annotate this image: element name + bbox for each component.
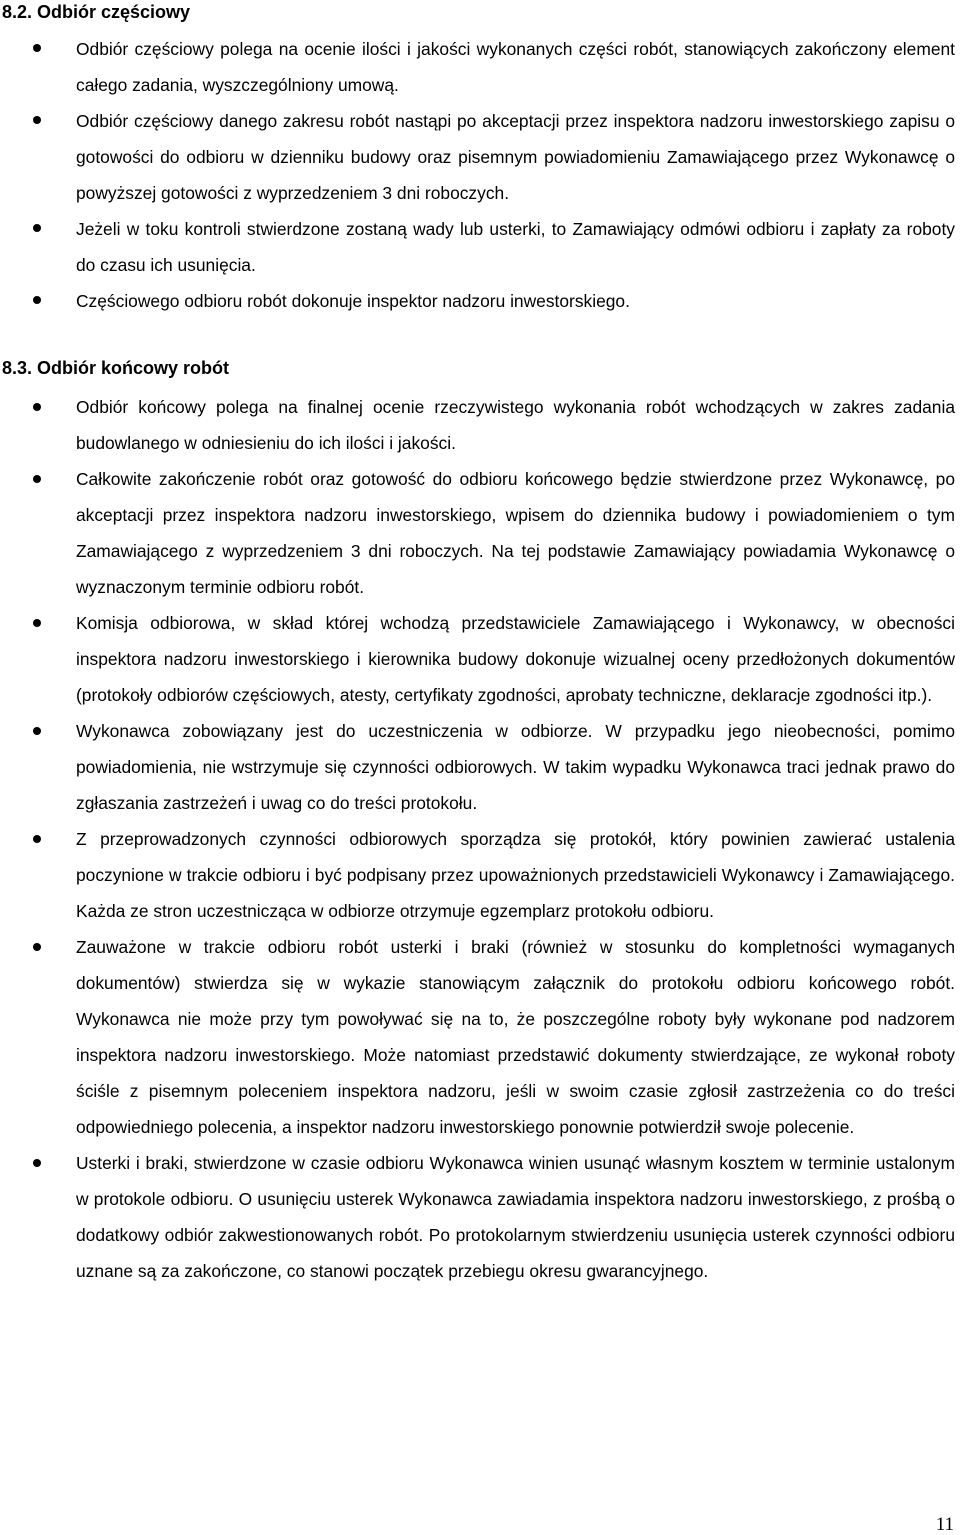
bullet-icon bbox=[33, 1159, 41, 1167]
bullet-icon bbox=[33, 403, 41, 411]
bullet-icon bbox=[33, 116, 41, 124]
list-item bbox=[0, 211, 955, 283]
list-item-text: Odbiór końcowy polega na finalnej ocenie rzeczywistego wykonania robót wchodzących w zakres zadania budowlanego w odniesieniu do ich ilości i jakości. bbox=[76, 397, 955, 453]
list-item-text: Wykonawca zobowiązany jest do uczestniczenia w odbiorze. W przypadku jego nieobecności, pomimo powiadomienia, nie wstrzymuje się czynności odbiorowych. W takim wypadku Wykonawca traci jednak prawo do zgłaszania zastrzeżeń i uwag co do treści protokołu. bbox=[76, 721, 955, 813]
list-item-text: Komisja odbiorowa, w skład której wchodzą przedstawiciele Zamawiającego i Wykonawcy, w obecności inspektora nadzoru inwestorskiego i kierownika budowy dokonuje wizualnej oceny przedłożonych dokumentów (protokoły odbiorów częściowych, atesty, certyfikaty zgodności, aprobaty techniczne, deklaracje zgodności itp.). bbox=[76, 613, 955, 705]
list-item-text: Częściowego odbioru robót dokonuje inspektor nadzoru inwestorskiego. bbox=[76, 291, 630, 311]
list-item-text: Zauważone w trakcie odbioru robót usterki i braki (również w stosunku do kompletności wymaganych dokumentów) stwierdza się w wykazie stanowiącym załącznik do protokołu odbioru końcowego robót. Wykonawca nie może przy tym powoływać się na to, że poszczególne roboty były wykonane pod nadzorem inspektora nadzoru inwestorskiego. Może natomiast przedstawić dokumenty stwierdzające, ze wykonał roboty ściśle z pisemnym poleceniem inspektora nadzoru, jeśli w swoim czasie zgłosił zastrzeżenia co do treści odpowiedniego polecenia, a inspektor nadzoru inwestorskiego ponownie potwierdził swoje polecenie. bbox=[76, 937, 955, 1137]
bullet-icon bbox=[33, 44, 41, 52]
section-8-3-list bbox=[0, 389, 960, 1289]
page-number: 11 bbox=[935, 1514, 954, 1535]
bullet-icon bbox=[33, 296, 41, 304]
list-item-text: Z przeprowadzonych czynności odbiorowych sporządza się protokół, który powinien zawierać ustalenia poczynione w trakcie odbioru i być podpisany przez upoważnionych przedstawicieli Wykonawcy i Zamawiającego. Każda ze stron uczestnicząca w odbiorze otrzymuje egzemplarz protokołu odbioru. bbox=[76, 829, 955, 921]
list-item-text: Jeżeli w toku kontroli stwierdzone zostaną wady lub usterki, to Zamawiający odmówi odbioru i zapłaty za roboty do czasu ich usunięcia. bbox=[76, 219, 955, 275]
list-item bbox=[0, 389, 955, 461]
list-item bbox=[0, 605, 955, 713]
bullet-icon bbox=[33, 835, 41, 843]
section-8-2-list bbox=[0, 31, 960, 319]
list-item bbox=[0, 461, 955, 605]
list-item-text: Całkowite zakończenie robót oraz gotowość do odbioru końcowego będzie stwierdzone przez Wykonawcę, po akceptacji przez inspektora nadzoru inwestorskiego, wpisem do dziennika budowy i powiadomieniem o tym Zamawiającego z wyprzedzeniem 3 dni roboczych. Na tej podstawie Zamawiający powiadamia Wykonawcę o wyznaczonym terminie odbioru robót. bbox=[76, 469, 955, 597]
list-item-text: Odbiór częściowy danego zakresu robót nastąpi po akceptacji przez inspektora nadzoru inwestorskiego zapisu o gotowości do odbioru w dzienniku budowy oraz pisemnym powiadomieniu Zamawiającego przez Wykonawcę o powyższej gotowości z wyprzedzeniem 3 dni roboczych. bbox=[76, 111, 955, 203]
list-item bbox=[0, 821, 955, 929]
bullet-icon bbox=[33, 475, 41, 483]
list-item bbox=[0, 283, 955, 319]
section-heading-8-3: 8.3. Odbiór końcowy robót bbox=[2, 358, 230, 378]
bullet-icon bbox=[33, 943, 41, 951]
bullet-icon bbox=[33, 224, 41, 232]
list-item-text: Usterki i braki, stwierdzone w czasie odbioru Wykonawca winien usunąć własnym kosztem w terminie ustalonym w protokole odbioru. O usunięciu usterek Wykonawca zawiadamia inspektora nadzoru inwestorskiego, z prośbą o dodatkowy odbiór zakwestionowanych robót. Po protokolarnym stwierdzeniu usunięcia usterek czynności odbioru uznane są za zakończone, co stanowi początek przebiegu okresu gwarancyjnego. bbox=[76, 1153, 955, 1281]
bullet-icon bbox=[33, 727, 41, 735]
list-item bbox=[0, 713, 955, 821]
list-item bbox=[0, 1145, 955, 1289]
list-item-text: Odbiór częściowy polega na ocenie ilości i jakości wykonanych części robót, stanowiących zakończony element całego zadania, wyszczególniony umową. bbox=[76, 39, 955, 95]
list-item bbox=[0, 103, 955, 211]
list-item bbox=[0, 929, 955, 1145]
list-item bbox=[0, 31, 955, 103]
section-heading-8-2: 8.2. Odbiór częściowy bbox=[2, 2, 191, 22]
bullet-icon bbox=[33, 619, 41, 627]
